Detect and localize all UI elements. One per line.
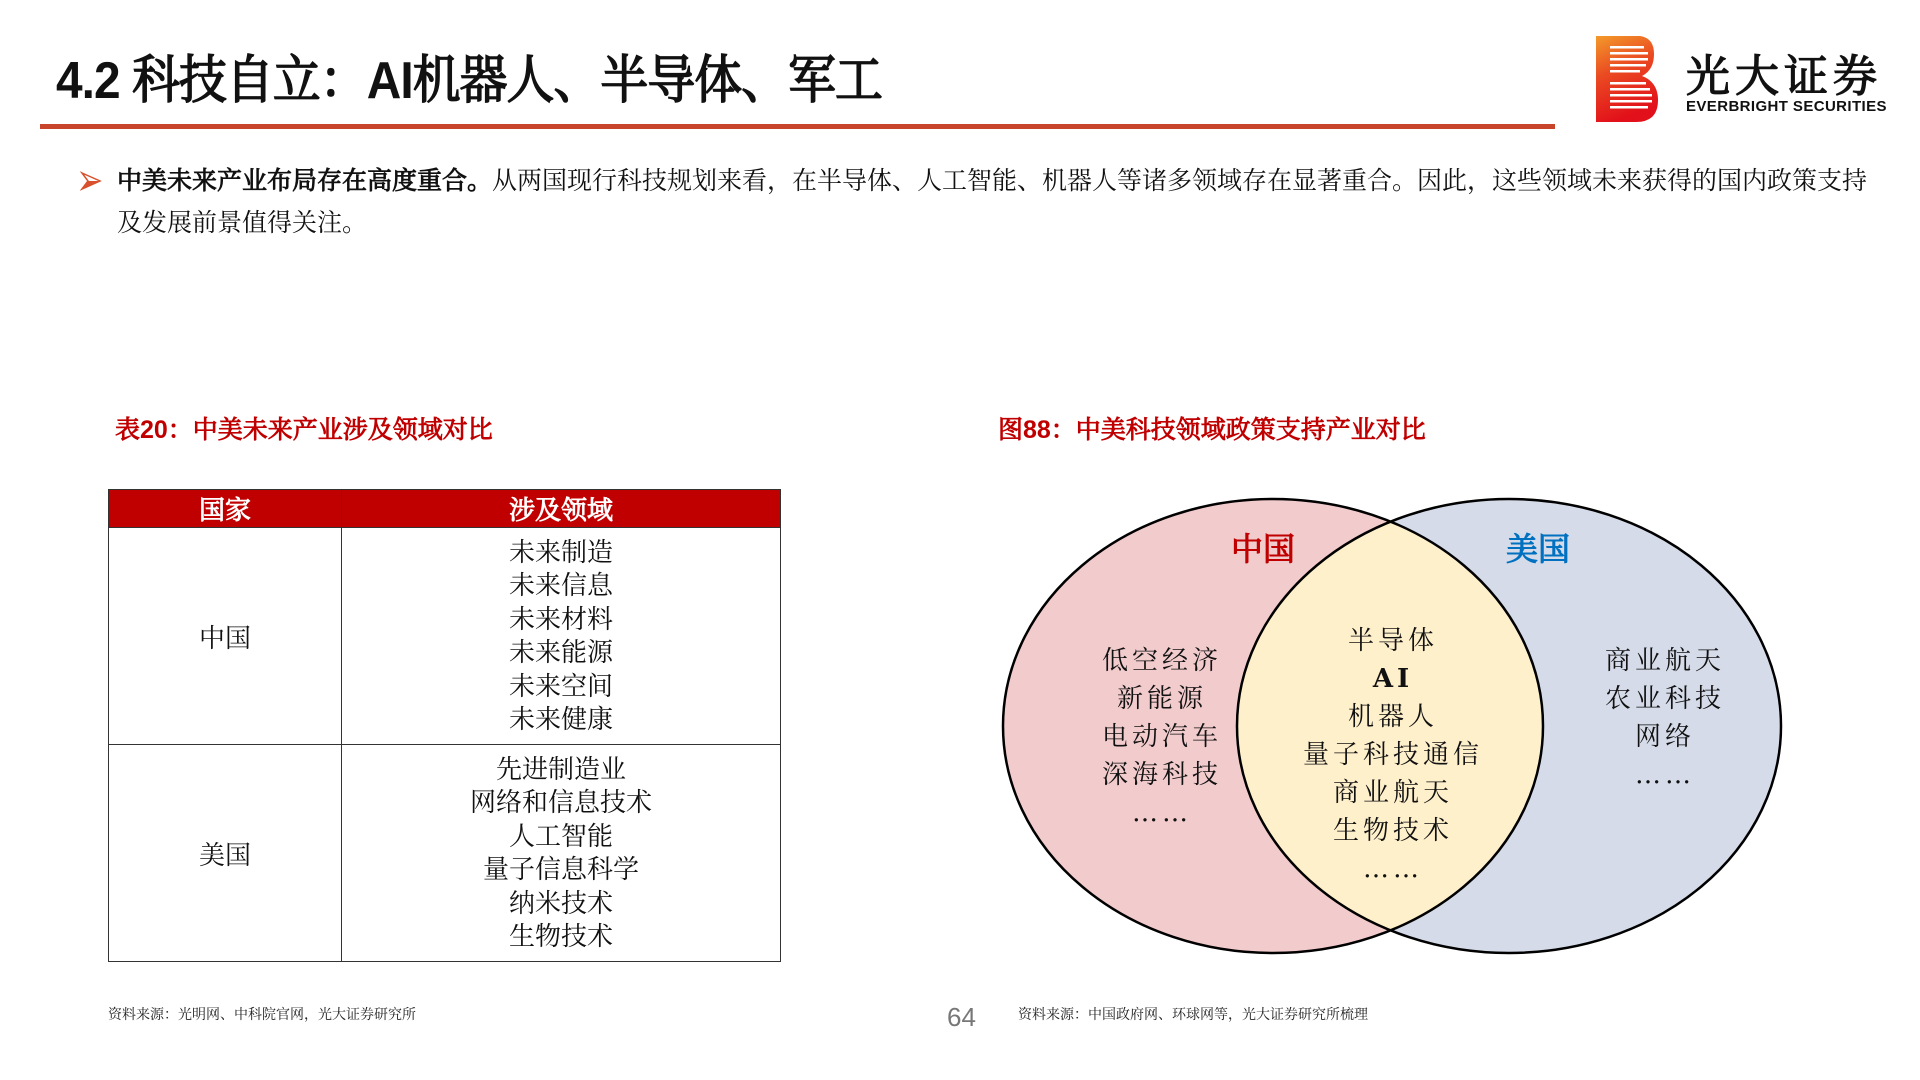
field-item: 未来能源: [508, 637, 613, 667]
venn-china-only-list: [1102, 642, 1222, 832]
field-item: 量子信息科学: [482, 854, 639, 884]
country-cell: 中国: [109, 528, 342, 745]
column-header-country: 国家: [109, 490, 342, 528]
table-source-note: 资料来源：光明网、中科院官网，光大证券研究所: [108, 1006, 416, 1022]
field-item: 生物技术: [508, 921, 613, 951]
table-caption: 表20：中美未来产业涉及领域对比: [115, 416, 493, 444]
venn-label-usa: 美国: [1505, 530, 1571, 568]
venn-item: AI: [1372, 664, 1414, 694]
fields-cell: [342, 745, 781, 962]
venn-item: 生物技术: [1332, 816, 1454, 846]
venn-item: ……: [1131, 798, 1192, 828]
venn-item: 新能源: [1116, 684, 1208, 714]
field-item: 纳米技术: [508, 887, 613, 918]
venn-item: 半导体: [1347, 626, 1439, 656]
bullet-text: [117, 160, 1890, 244]
comparison-table: [108, 489, 781, 962]
venn-item: 量子科技通信: [1302, 740, 1484, 770]
everbright-logo: [1596, 36, 1896, 122]
venn-item: ……: [1634, 760, 1695, 790]
field-item: 先进制造业: [495, 753, 626, 784]
title-divider: [40, 124, 1555, 129]
venn-item: 商业航天: [1604, 646, 1726, 676]
field-item: 未来制造: [508, 536, 613, 567]
column-header-fields: 涉及领域: [342, 490, 781, 528]
venn-label-china: 中国: [1230, 530, 1296, 568]
venn-item: 机器人: [1347, 702, 1439, 732]
venn-item: 深海科技: [1101, 760, 1223, 790]
page-number: 64: [947, 1002, 976, 1032]
venn-item: 网络: [1634, 722, 1696, 752]
table-row: [109, 528, 781, 745]
arrow-bullet-icon: [80, 170, 102, 192]
venn-usa-only-list: [1605, 642, 1725, 794]
table-header-row: [109, 490, 781, 528]
venn-overlap-list: [1303, 622, 1483, 888]
logo-name-cn: 光大证券: [1686, 52, 1882, 101]
venn-item: 商业航天: [1332, 778, 1454, 808]
venn-item: 电动汽车: [1101, 722, 1223, 752]
venn-diagram: [990, 480, 1820, 980]
field-item: 未来信息: [508, 570, 613, 600]
field-item: 网络和信息技术: [469, 787, 652, 817]
table-row: [109, 745, 781, 962]
bullet-body: 从两国现行科技规划来看，在半导体、人工智能、机器人等诸多领域存在显著重合。因此，这些领域未来获得的国内政策支持及发展前景值得关注。: [117, 167, 1868, 237]
field-item: 未来健康: [508, 704, 613, 734]
venn-item: ……: [1362, 854, 1423, 884]
logo-name-en: EVERBRIGHT SECURITIES: [1686, 98, 1887, 115]
country-cell: 美国: [109, 745, 342, 962]
venn-item: 农业科技: [1604, 684, 1726, 714]
summary-bullet: [80, 160, 1890, 244]
venn-item: 低空经济: [1101, 646, 1223, 676]
field-item: 未来材料: [508, 603, 613, 634]
everbright-b-logo-icon: [1596, 36, 1658, 122]
page-title: 4.2 科技自立：AI机器人、半导体、军工: [56, 52, 882, 110]
figure-source-note: 资料来源：中国政府网、环球网等，光大证券研究所梳理: [1018, 1006, 1368, 1022]
field-item: 人工智能: [508, 820, 613, 851]
fields-cell: [342, 528, 781, 745]
figure-caption: 图88：中美科技领域政策支持产业对比: [998, 416, 1426, 444]
bullet-bold-lead: 中美未来产业布局存在高度重合。: [117, 167, 493, 195]
field-item: 未来空间: [508, 670, 613, 701]
